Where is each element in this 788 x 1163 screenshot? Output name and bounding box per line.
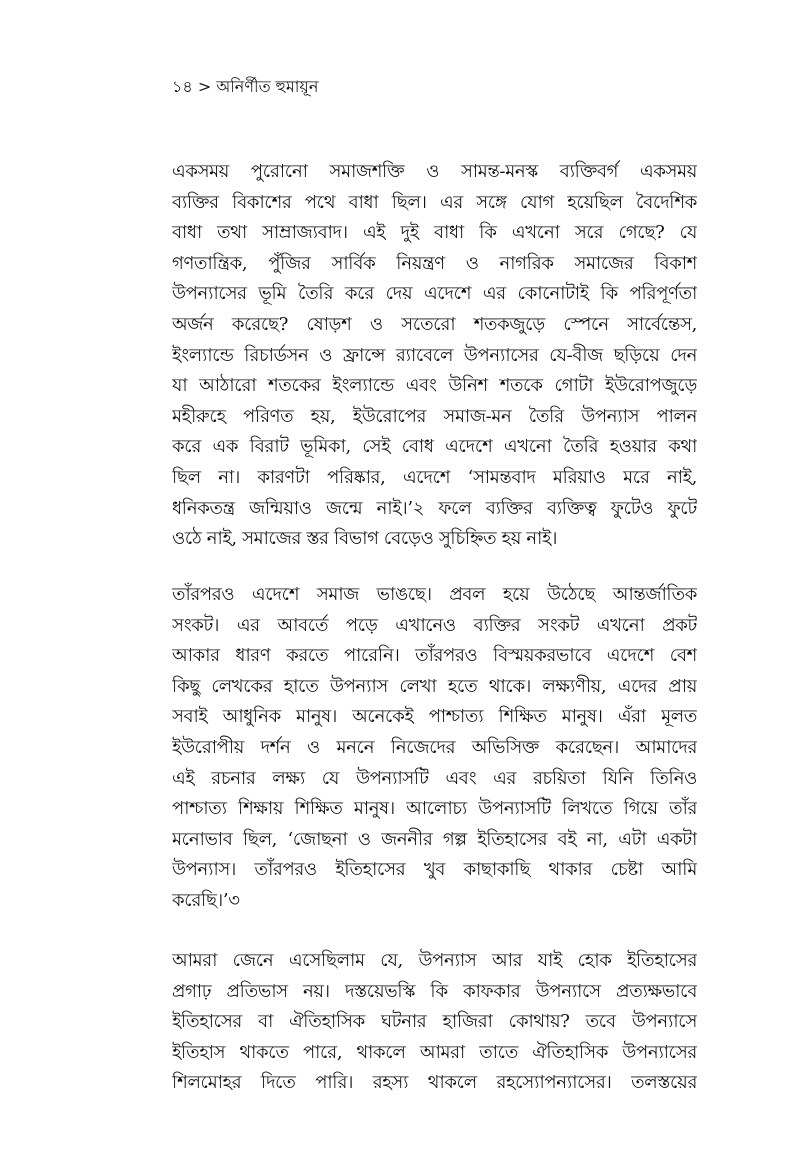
text-line: ছিল না। কারণটা পরিষ্কার, এদেশে ‘সামন্তবাদ মরিয়াও মরে নাই,: [172, 466, 697, 488]
text-line: ইংল্যান্ডে রিচার্ডসন ও ফ্রান্সে র‍্যাবেলে উপন্যাসের যে-বীজ ছড়িয়ে দেন: [172, 344, 697, 366]
running-head: ১৪ > অনির্ণীত হুমায়ূন: [172, 77, 319, 96]
text-line: যা আঠারো শতকের ইংল্যান্ডে এবং উনিশ শতকে গোটা ইউরোপজুড়ে: [172, 375, 697, 397]
text-line: একসময় পুরোনো সমাজশক্তি ও সামন্ত-মনস্ক ব্যক্তিবর্গ একসময়: [172, 161, 697, 182]
text-line: সংকট। এর আবর্তে পড়ে এখানেও ব্যক্তির সংকট এখনো প্রকট: [172, 614, 697, 636]
text-line: এই রচনার লক্ষ্য যে উপন্যাসটি এবং এর রচয়িতা যিনি তিনিও: [172, 767, 697, 789]
text-line: ইতিহাস থাকতে পারে, থাকলে আমরা তাতে ঐতিহাসিক উপন্যাসের: [172, 1041, 697, 1063]
text-line: কিছু লেখকের হাতে উপন্যাস লেখা হতে থাকে। লক্ষ্যণীয়, এদের প্রায়: [172, 675, 697, 697]
text-line: গণতান্ত্রিক, পুঁজির সার্বিক নিয়ন্ত্রণ ও নাগরিক সমাজের বিকাশ: [172, 252, 697, 274]
text-line: ব্যক্তির বিকাশের পথে বাধা ছিল। এর সঙ্গে যোগ হয়েছিল বৈদেশিক: [172, 191, 697, 213]
text-line: ধনিকতন্ত্র জন্মিয়াও জন্মে নাই।’২ ফলে ব্যক্তির ব্যক্তিত্ব ফুটেও ফুটে: [172, 497, 697, 519]
text-line: আমরা জেনে এসেছিলাম যে, উপন্যাস আর যাই হোক ইতিহাসের: [172, 950, 697, 971]
paragraph-3: [172, 946, 697, 1099]
paragraph-1: [172, 157, 697, 555]
text-line: আকার ধারণ করতে পারেনি। তাঁরপরও বিস্ময়করভাবে এদেশে বেশ: [172, 645, 697, 667]
text-line: ইউরোপীয় দর্শন ও মননে নিজেদের অভিসিক্ত করেছেন। আমাদের: [172, 736, 697, 758]
text-line: পাশ্চাত্য শিক্ষায় শিক্ষিত মানুষ। আলোচ্য উপন্যাসটি লিখতে গিয়ে তাঁর: [172, 798, 697, 820]
text-line: প্রগাঢ় প্রতিভাস নয়। দস্তয়েভস্কি কি কাফকার উপন্যাসে প্রত্যক্ষভাবে: [172, 980, 697, 1002]
text-line: উপন্যাসের ভূমি তৈরি করে দেয় এদেশে এর কোনোটাই কি পরিপূর্ণতা: [172, 283, 697, 305]
text-line: করেছি।’৩: [172, 889, 240, 911]
text-line: মহীরুহে পরিণত হয়, ইউরোপের সমাজ-মন তৈরি উপন্যাস পালন: [172, 405, 697, 427]
text-line: মনোভাব ছিল, ‘জোছনা ও জননীর গল্প ইতিহাসের বই না, এটা একটা: [172, 828, 697, 850]
text-line: ইতিহাসের বা ঐতিহাসিক ঘটনার হাজিরা কোথায়? তবে উপন্যাসে: [172, 1011, 697, 1033]
text-line: ওঠে নাই, সমাজের স্তর বিভাগ বেড়েও সুচিহ্নিত হয় নাই।: [172, 528, 558, 550]
text-line: বাধা তথা সাম্রাজ্যবাদ। এই দুই বাধা কি এখনো সরে গেছে? যে: [172, 222, 697, 244]
text-line: সবাই আধুনিক মানুষ। অনেকেই পাশ্চাত্য শিক্ষিত মানুষ। এঁরা মূলত: [172, 706, 697, 728]
paragraph-2: [172, 580, 697, 917]
text-line: উপন্যাস। তাঁরপরও ইতিহাসের খুব কাছাকাছি থাকার চেষ্টা আমি: [172, 859, 697, 881]
text-line: করে এক বিরাট ভূমিকা, সেই বোধ এদেশে এখনো তৈরি হওয়ার কথা: [172, 436, 697, 458]
text-line: শিলমোহর দিতে পারি। রহস্য থাকলে রহস্যোপন্যাসের। তলস্তয়ের: [172, 1072, 697, 1094]
text-line: তাঁরপরও এদেশে সমাজ ভাঙছে। প্রবল হয়ে উঠেছে আন্তর্জাতিক: [172, 584, 697, 605]
text-line: অর্জন করেছে? ষোড়শ ও সতেরো শতকজুড়ে স্পেনে সার্বেন্তেস,: [172, 313, 697, 335]
